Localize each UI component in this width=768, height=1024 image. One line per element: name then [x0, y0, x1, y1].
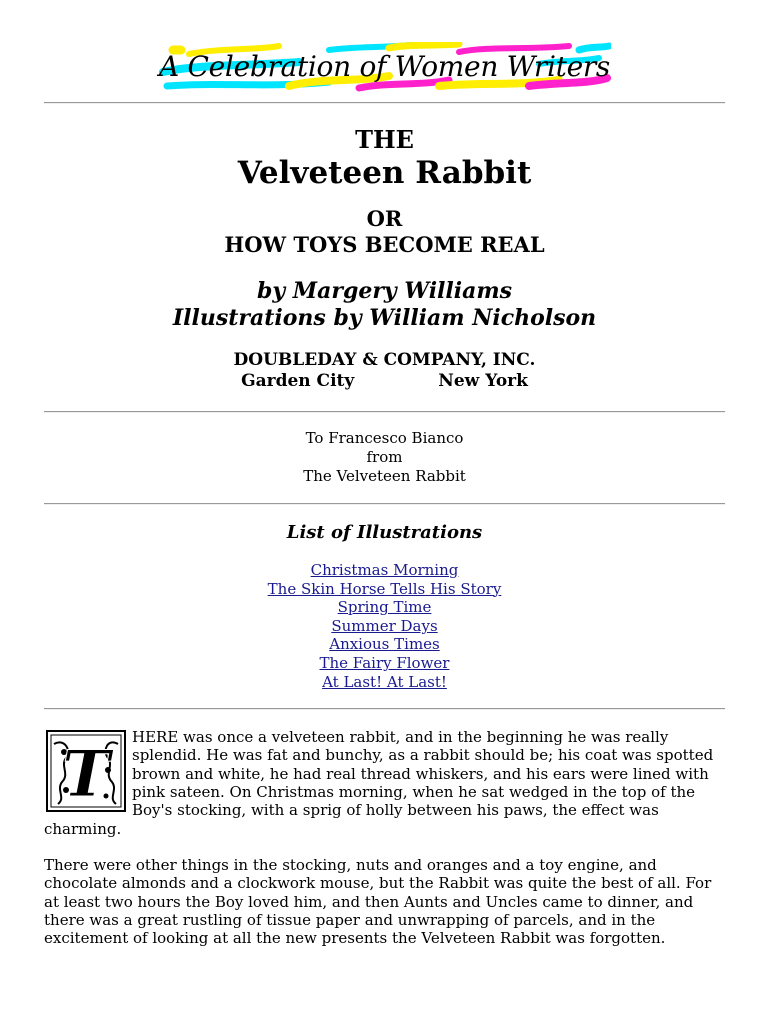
- story-paragraph: There were other things in the stocking, nuts and oranges and a toy engine, and chocolate almonds and a clockwork mouse, but the Rabbit was quite the best of all. For at least two hours the Boy loved him, and then Aunts and Uncles came to dinner, and there was a great rustling of tissue paper and unwrapping of parcels, and in the excitement of looking at all the new presents the Velveteen Rabbit was forgotten.: [44, 855, 712, 948]
- illustrator-line: Illustrations by William Nicholson: [172, 305, 597, 331]
- banner-logo[interactable]: [159, 42, 611, 92]
- dedication-line: To Francesco Bianco: [305, 429, 464, 447]
- banner-title: A Celebration of Women Writers: [159, 50, 610, 83]
- divider: [44, 503, 725, 505]
- illustration-link[interactable]: At Last! At Last!: [322, 672, 447, 691]
- illustration-link[interactable]: Anxious Times: [329, 635, 440, 654]
- illustration-link[interactable]: The Fairy Flower: [319, 653, 450, 672]
- book-subtitle: HOW TOYS BECOME REAL: [224, 232, 545, 257]
- book-title: Velveteen Rabbit: [237, 155, 532, 191]
- author-line: by Margery Williams: [256, 278, 513, 304]
- publisher: DOUBLEDAY & COMPANY, INC.: [233, 350, 536, 370]
- publisher-city: Garden City: [241, 371, 355, 391]
- story-paragraph: HERE was once a velveteen rabbit, and in the beginning he was really splendid. He was fat and bunchy, as a rabbit should be; his coat was spotted brown and white, he had real thread whiskers, and his ears were lined with pink sateen. On Christmas morning, when he sat wedged in the top of the Boy's stocking, with a sprig of holly between his paws, the effect was charming.: [44, 728, 714, 838]
- page: [44, 0, 725, 965]
- illustrations-list: [44, 561, 725, 691]
- illustration-link[interactable]: The Skin Horse Tells His Story: [267, 579, 502, 598]
- publisher-state: New York: [438, 371, 528, 391]
- story-text: [44, 728, 725, 947]
- title-article: THE: [355, 125, 414, 154]
- title-or: OR: [366, 206, 403, 231]
- publisher-location: [44, 371, 725, 392]
- divider: [44, 708, 725, 710]
- dropcap-letter: T: [62, 737, 110, 813]
- divider: [44, 411, 725, 413]
- illustrations-heading: List of Illustrations: [286, 522, 483, 543]
- illustration-link[interactable]: Christmas Morning: [310, 561, 459, 579]
- dedication: [44, 429, 725, 486]
- dedication-line: The Velveteen Rabbit: [303, 467, 466, 485]
- decorative-initial-t-icon: [46, 730, 126, 812]
- divider: [44, 102, 725, 104]
- illustration-link[interactable]: Spring Time: [337, 598, 432, 617]
- illustration-link[interactable]: Summer Days: [331, 616, 438, 635]
- dedication-line: from: [366, 448, 403, 466]
